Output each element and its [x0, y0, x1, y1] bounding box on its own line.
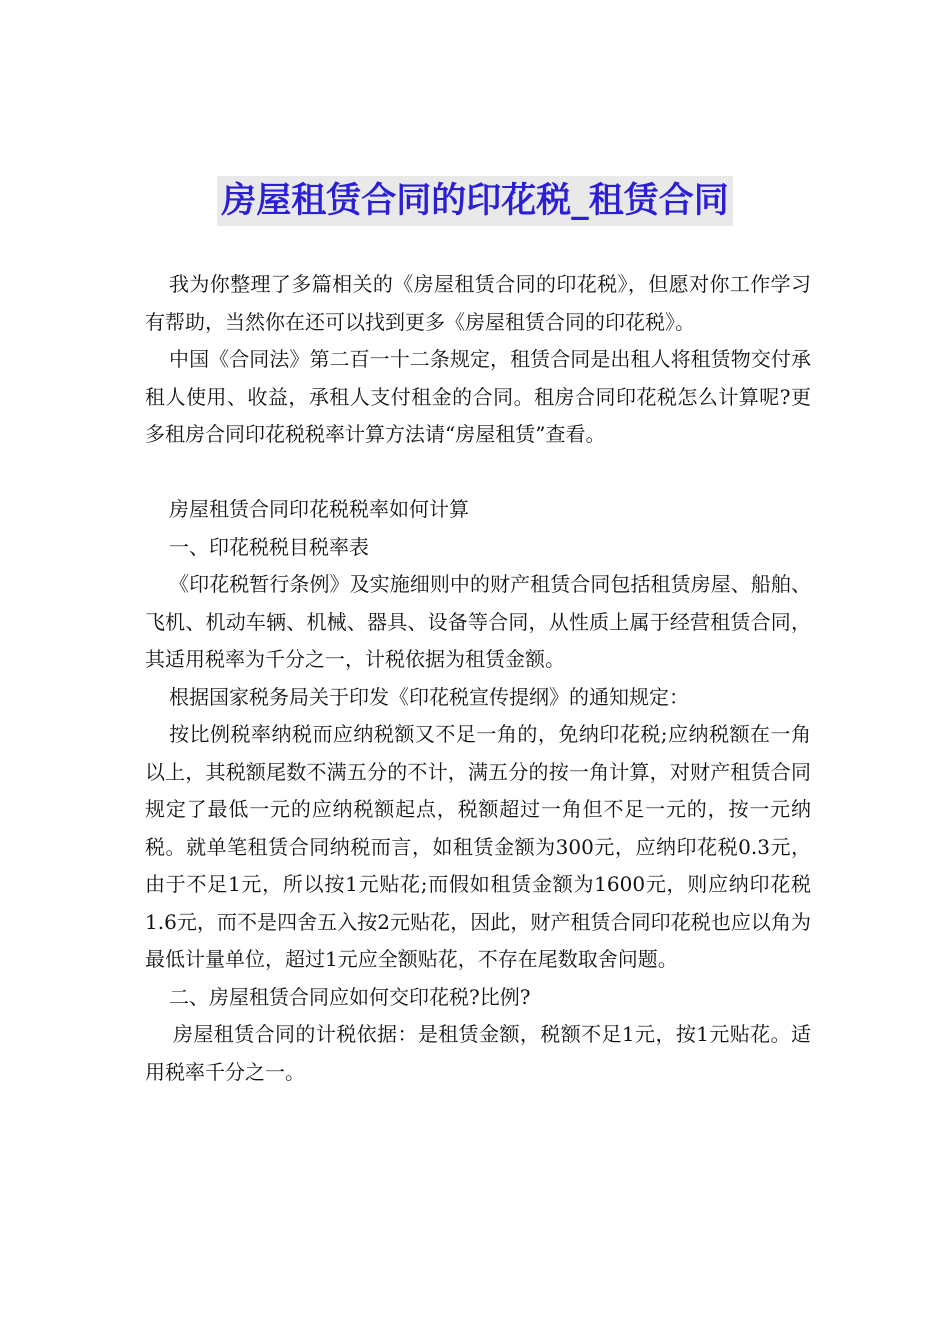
subheading-2: 二、房屋租赁合同应如何交印花税?比例? — [169, 984, 531, 1009]
paragraph-intro: 我为你整理了多篇相关的《房屋租赁合同的印花税》，但愿对你工作学习有帮助，当然你在还可以找到更多《房屋租赁合同的印花税》。 — [145, 272, 811, 334]
blank-line — [145, 454, 811, 492]
section-heading: 房屋租赁合同印花税税率如何计算 — [169, 497, 469, 521]
paragraph-contract-law: 中国《合同法》第二百一十二条规定，租赁合同是出租人将租赁物交付承租人使用、收益，承租人支付租金的合同。租房合同印花税怎么计算呢?更多租房合同印花税税率计算方法请“房屋租赁”查看。 — [145, 347, 811, 446]
document-body — [145, 266, 811, 1091]
paragraph-notice: 根据国家税务局关于印发《印花税宣传提纲》的通知规定： — [169, 684, 689, 709]
subheading-1: 一、印花税税目税率表 — [169, 534, 369, 559]
paragraph-calculation: 按比例税率纳税而应纳税额又不足一角的，免纳印花税;应纳税额在一角以上，其税额尾数不满五分的不计，满五分的按一角计算，对财产租赁合同规定了最低一元的应纳税额起点，税额超过一角但不足一元的，按一元纳税。就单笔租赁合同纳税而言，如租赁金额为300元，应纳印花税0.3元，由于不足1元，所以按1元贴花;而假如租赁金额为1600元，则应纳印花税1.6元，而不是四舍五入按2元贴花，因此，财产租赁合同印花税也应以角为最低计量单位，超过1元应全额贴花，不存在尾数取舍问题。 — [145, 722, 811, 971]
document-title: 房屋租赁合同的印花税_租赁合同 — [217, 176, 733, 226]
paragraph-regulation: 《印花税暂行条例》及实施细则中的财产租赁合同包括租赁房屋、船舶、飞机、机动车辆、机械、器具、设备等合同，从性质上属于经营租赁合同，其适用税率为千分之一，计税依据为租赁金额。 — [145, 572, 811, 671]
paragraph-basis: 房屋租赁合同的计税依据：是租赁金额，税额不足1元，按1元贴花。适用税率千分之一。 — [145, 1022, 811, 1084]
title-container — [0, 176, 950, 226]
